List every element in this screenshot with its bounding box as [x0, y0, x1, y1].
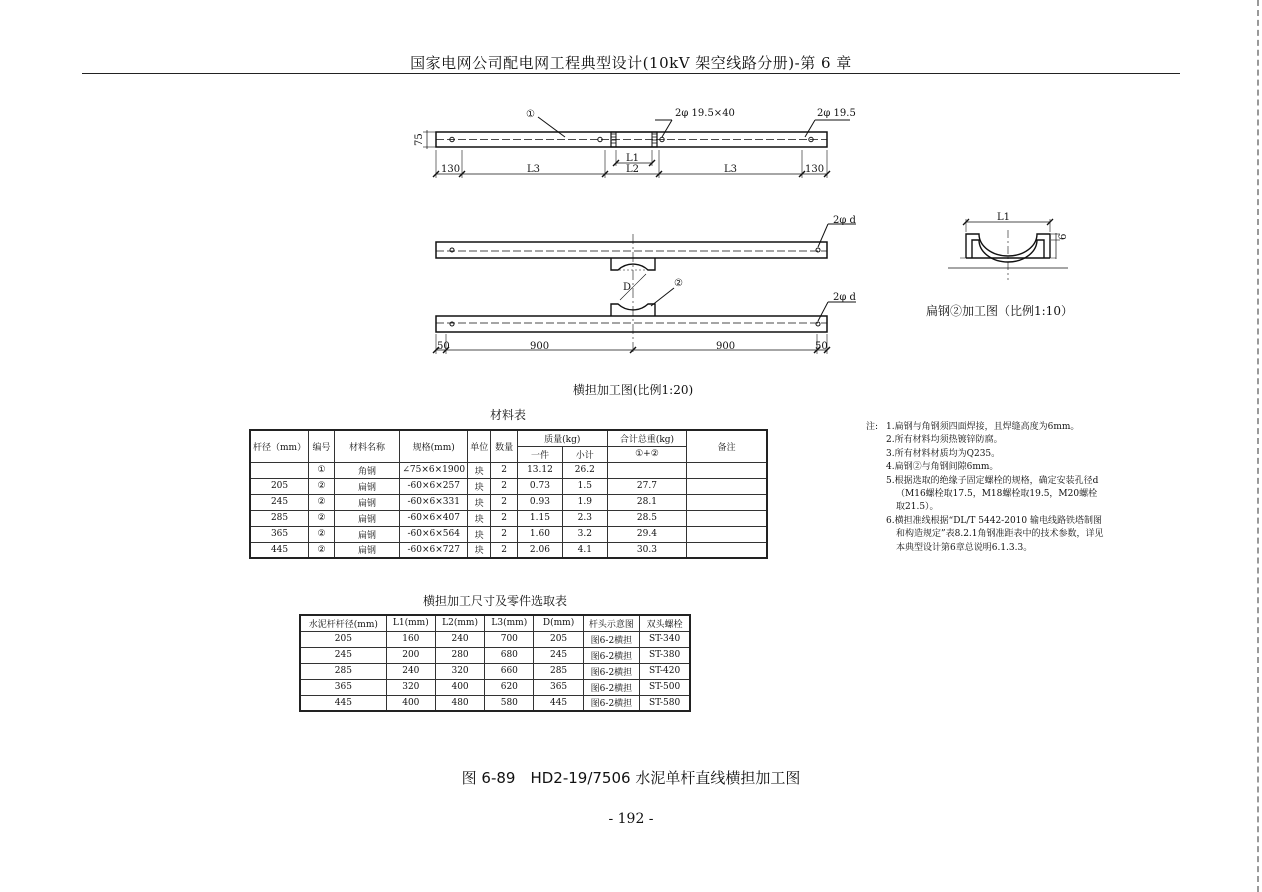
mat-cell-unit: 块 [468, 542, 491, 558]
size-cell: ST-500 [640, 679, 690, 695]
mat-cell-total: 30.3 [607, 542, 687, 558]
size-cell: 200 [386, 647, 435, 663]
dim-130-left: 130 [441, 164, 461, 175]
callout-1: ① [526, 109, 535, 120]
hole-label-mid: 2φ 19.5×40 [675, 108, 735, 119]
mat-cell-spec: -60×6×407 [400, 510, 468, 526]
mat-cell-unit: 块 [468, 510, 491, 526]
size-cell: 365 [534, 679, 583, 695]
mat-cell-sub: 3.2 [562, 526, 607, 542]
mat-cell-remark [687, 478, 767, 494]
size-cell: 160 [386, 631, 435, 647]
mat-cell-each: 2.06 [517, 542, 562, 558]
mat-cell-sub: 4.1 [562, 542, 607, 558]
mat-cell-diameter [250, 462, 309, 478]
size-cell: 205 [534, 631, 583, 647]
size-cell: ST-340 [640, 631, 690, 647]
size-cell: 400 [435, 679, 484, 695]
size-cell: 680 [485, 647, 534, 663]
mat-header-name: 材料名称 [334, 430, 399, 462]
callout-2: ② [674, 278, 683, 289]
angle-steel-upper-bar [436, 242, 827, 258]
size-cell: 205 [300, 631, 386, 647]
dim-l3-right: L3 [724, 164, 738, 175]
mat-cell-sub: 2.3 [562, 510, 607, 526]
dim-l2: L2 [626, 164, 640, 175]
dim-900-left: 900 [530, 341, 550, 352]
mat-cell-name: 扁钢 [334, 478, 399, 494]
hole-d-label-2: 2φ d [833, 292, 856, 303]
size-cell: 图6-2横担 [583, 679, 639, 695]
table-row [300, 695, 690, 711]
size-cell: 245 [300, 647, 386, 663]
table-row [250, 462, 767, 478]
mat-header-mass-each: 一件 [517, 446, 562, 462]
mat-cell-remark [687, 494, 767, 510]
table-row [250, 510, 767, 526]
mat-header-mass-sub: 小计 [562, 446, 607, 462]
size-cell: 图6-2横担 [583, 695, 639, 711]
mat-cell-name: 角钢 [334, 462, 399, 478]
mat-header-mass: 质量(kg) [517, 430, 607, 446]
mat-cell-each: 0.73 [517, 478, 562, 494]
size-header-cell: 双头螺栓 [640, 615, 690, 631]
size-cell: ST-580 [640, 695, 690, 711]
dim-75: 75 [414, 133, 425, 146]
note-item: 4.扁钢②与角钢间隙6mm。 [886, 462, 999, 473]
mat-header-remark: 备注 [687, 430, 767, 462]
mat-header-total: 合计总重(kg) [607, 430, 687, 446]
table-row [250, 526, 767, 542]
size-cell: 图6-2横担 [583, 663, 639, 679]
mat-cell-total [607, 462, 687, 478]
mat-cell-diameter: 205 [250, 478, 309, 494]
mat-cell-remark [687, 510, 767, 526]
dim-l3-left: L3 [527, 164, 541, 175]
mat-cell-spec: ∠75×6×1900 [400, 462, 468, 478]
materials-table-title: 材料表 [489, 408, 526, 422]
table-row [300, 631, 690, 647]
size-cell: 285 [300, 663, 386, 679]
mat-cell-remark [687, 462, 767, 478]
size-cell: 660 [485, 663, 534, 679]
mat-cell-each: 13.12 [517, 462, 562, 478]
mat-cell-diameter: 445 [250, 542, 309, 558]
size-header-cell: D(mm) [534, 615, 583, 631]
size-cell: 620 [485, 679, 534, 695]
dim-50-right: 50 [815, 341, 828, 352]
size-cell: 285 [534, 663, 583, 679]
figure-title: 图 6-89 HD2-19/7506 水泥单杆直线横担加工图 [461, 769, 801, 787]
size-cell: 445 [534, 695, 583, 711]
mat-cell-sub: 1.9 [562, 494, 607, 510]
size-header-cell: 杆头示意图 [583, 615, 639, 631]
dim-d: D [623, 282, 632, 293]
mat-cell-unit: 块 [468, 478, 491, 494]
mat-cell-each: 0.93 [517, 494, 562, 510]
detail-dim-l1: L1 [997, 212, 1011, 223]
mat-cell-total: 29.4 [607, 526, 687, 542]
mat-cell-no: ② [309, 478, 335, 494]
notes-block [866, 421, 1106, 555]
mat-cell-no: ② [309, 526, 335, 542]
mat-cell-each: 1.60 [517, 526, 562, 542]
note-item: 6.横担准线根据“DL/T 5442-2010 输电线路铁塔制图和构造规定”表8.2.1角钢准距表中的技术参数，详见本典型设计第6章总说明6.1.3.3。 [886, 515, 1104, 553]
detail-dim-6: 6 [1058, 233, 1069, 240]
dim-130-right: 130 [805, 164, 825, 175]
mat-cell-diameter: 245 [250, 494, 309, 510]
note-item: 3.所有材料材质均为Q235。 [886, 448, 1001, 459]
sizes-table-title: 横担加工尺寸及零件选取表 [422, 594, 567, 608]
mat-cell-qty: 2 [491, 510, 518, 526]
mat-cell-qty: 2 [491, 462, 518, 478]
mat-cell-qty: 2 [491, 478, 518, 494]
mat-cell-name: 扁钢 [334, 526, 399, 542]
mat-cell-unit: 块 [468, 494, 491, 510]
table-row [300, 647, 690, 663]
mat-cell-total: 28.5 [607, 510, 687, 526]
main-drawing-caption: 横担加工图(比例1:20) [572, 383, 694, 397]
mat-cell-total: 28.1 [607, 494, 687, 510]
size-header-cell: L3(mm) [485, 615, 534, 631]
size-cell: 图6-2横担 [583, 647, 639, 663]
mat-cell-sub: 1.5 [562, 478, 607, 494]
size-cell: ST-420 [640, 663, 690, 679]
size-cell: ST-380 [640, 647, 690, 663]
mat-cell-name: 扁钢 [334, 542, 399, 558]
size-cell: 245 [534, 647, 583, 663]
mat-cell-spec: -60×6×257 [400, 478, 468, 494]
size-header-cell: L2(mm) [435, 615, 484, 631]
table-row [250, 478, 767, 494]
mat-cell-name: 扁钢 [334, 510, 399, 526]
note-item: 1.扁钢与角钢须四面焊接，且焊缝高度为6mm。 [886, 422, 1080, 432]
dim-900-right: 900 [716, 341, 736, 352]
mat-cell-sub: 26.2 [562, 462, 607, 478]
size-cell: 320 [386, 679, 435, 695]
detail-caption: 扁钢②加工图（比例1:10） [926, 304, 1073, 318]
mat-header-unit: 单位 [468, 430, 491, 462]
crossarm-drawing [0, 0, 1262, 400]
mat-cell-total: 27.7 [607, 478, 687, 494]
notes-lead: 注: [866, 422, 879, 432]
size-cell: 240 [435, 631, 484, 647]
mat-cell-each: 1.15 [517, 510, 562, 526]
mat-cell-spec: -60×6×564 [400, 526, 468, 542]
mat-header-no: 编号 [309, 430, 335, 462]
size-cell: 320 [435, 663, 484, 679]
mat-cell-remark [687, 526, 767, 542]
page-header-title: 国家电网公司配电网工程典型设计(10kV 架空线路分册)-第 6 章 [410, 54, 852, 72]
size-cell: 700 [485, 631, 534, 647]
size-cell: 240 [386, 663, 435, 679]
mat-cell-diameter: 365 [250, 526, 309, 542]
mat-cell-spec: -60×6×727 [400, 542, 468, 558]
mat-header-diameter: 杆径（mm） [250, 430, 309, 462]
mat-cell-qty: 2 [491, 526, 518, 542]
mat-cell-no: ① [309, 462, 335, 478]
hole-d-label-1: 2φ d [833, 215, 856, 226]
size-cell: 480 [435, 695, 484, 711]
hole-label-right: 2φ 19.5 [817, 108, 856, 119]
mat-cell-diameter: 285 [250, 510, 309, 526]
size-cell: 580 [485, 695, 534, 711]
mat-cell-no: ② [309, 510, 335, 526]
note-item: 2.所有材料均须热镀锌防腐。 [886, 435, 1003, 446]
angle-steel-lower-bar [436, 316, 827, 332]
mat-header-total-sub: ①+② [607, 446, 687, 462]
mat-cell-spec: -60×6×331 [400, 494, 468, 510]
size-cell: 445 [300, 695, 386, 711]
size-cell: 400 [386, 695, 435, 711]
mat-cell-unit: 块 [468, 462, 491, 478]
size-header-cell: 水泥杆杆径(mm) [300, 615, 386, 631]
mat-header-spec: 规格(mm) [400, 430, 468, 462]
size-cell: 280 [435, 647, 484, 663]
page-number: - 192 - [608, 811, 654, 827]
dim-50-left: 50 [437, 341, 450, 352]
table-row [300, 663, 690, 679]
mat-cell-no: ② [309, 494, 335, 510]
size-cell: 365 [300, 679, 386, 695]
mat-cell-qty: 2 [491, 542, 518, 558]
dim-l1: L1 [626, 153, 640, 164]
mat-cell-unit: 块 [468, 526, 491, 542]
table-row [250, 494, 767, 510]
mat-cell-remark [687, 542, 767, 558]
note-item: 5.根据选取的绝缘子固定螺栓的规格，确定安装孔径d（M16螺栓取17.5，M18螺栓取19.5，M20螺栓取21.5）。 [886, 475, 1099, 513]
table-row [250, 542, 767, 558]
size-header-cell: L1(mm) [386, 615, 435, 631]
mat-header-qty: 数量 [491, 430, 518, 462]
table-row [300, 679, 690, 695]
mat-cell-qty: 2 [491, 494, 518, 510]
mat-cell-name: 扁钢 [334, 494, 399, 510]
size-cell: 图6-2横担 [583, 631, 639, 647]
mat-cell-no: ② [309, 542, 335, 558]
materials-table [249, 429, 768, 559]
sizes-table [299, 614, 691, 712]
